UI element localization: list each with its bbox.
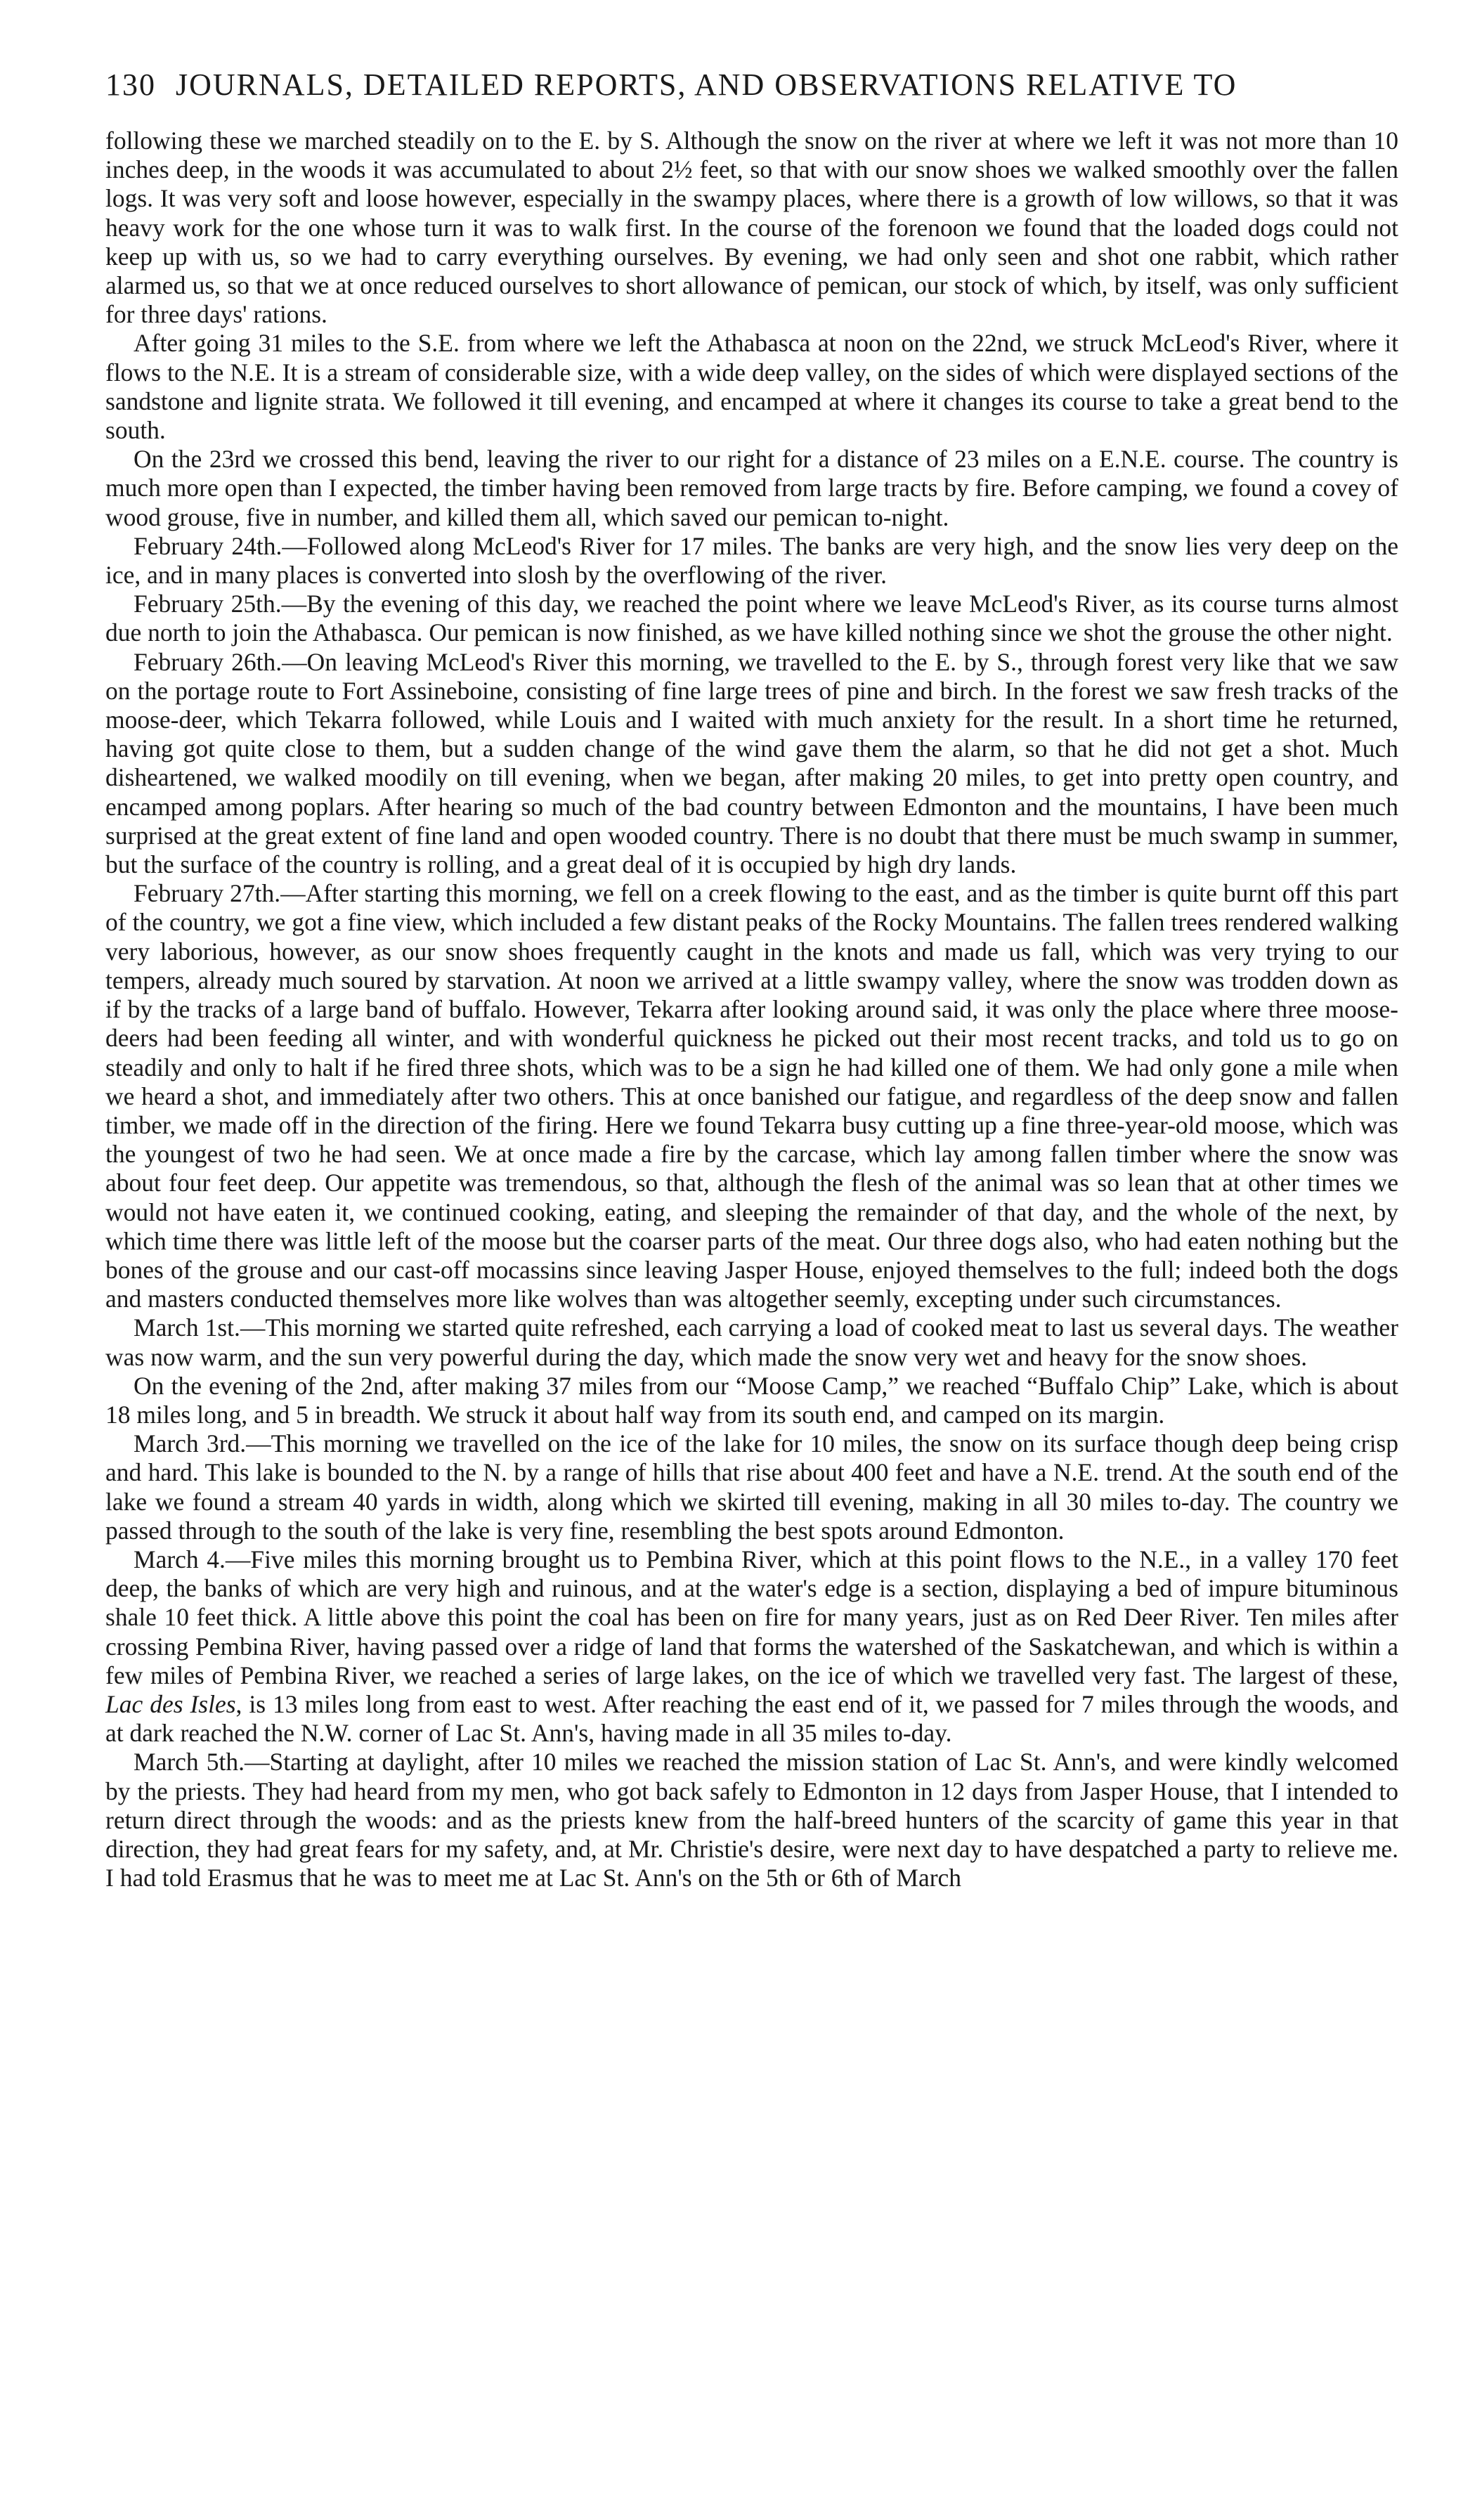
running-head: JOURNALS, DETAILED REPORTS, AND OBSERVATIONS RELATIVE TO bbox=[176, 67, 1237, 102]
lac-des-isles-italic: Lac des Isles bbox=[105, 1689, 236, 1718]
document-page bbox=[105, 67, 1398, 1892]
paragraph-march-2: On the evening of the 2nd, after making 37 miles from our “Moose Camp,” we reached “Buffalo Chip” Lake, which is about 18 miles long, and 5 in breadth. We struck it about half way from its south end, and camped on its margin. bbox=[105, 1371, 1398, 1429]
paragraph-march-3: March 3rd.—This morning we travelled on the ice of the lake for 10 miles, the snow on its surface though deep being crisp and hard. This lake is bounded to the N. by a range of hills that rise about 400 feet and have a N.E. trend. At the south end of the lake we found a stream 40 yards in width, along which we skirted till evening, making in all 30 miles to-day. The country we passed through to the south of the lake is very fine, resembling the best spots around Edmonton. bbox=[105, 1429, 1398, 1545]
page-header bbox=[105, 67, 1398, 103]
paragraph-march-5: March 5th.—Starting at daylight, after 10 miles we reached the mission station of Lac St. Ann's, and were kindly welcomed by the priests. They had heard from my men, who got back safely to Edmonton in 12 days from Jasper House, that I intended to return direct through the woods: and as the priests knew from the half-breed hunters of the scarcity of game this year in that direction, they had great fears for my safety, and, at Mr. Christie's desire, were next day to have despatched a party to relieve me. I had told Erasmus that he was to meet me at Lac St. Ann's on the 5th or 6th of March bbox=[105, 1748, 1398, 1892]
paragraph-february-26: February 26th.—On leaving McLeod's River this morning, we travelled to the E. by S., through forest very like that we saw on the portage route to Fort Assineboine, consisting of fine large trees of pine and birch. In the forest we saw fresh tracks of the moose-deer, which Tekarra followed, while Louis and I waited with much anxiety for the result. In a short time he returned, having got quite close to them, but a sudden change of the wind gave them the alarm, so that he did not get a shot. Much disheartened, we walked moodily on till evening, when we began, after making 20 miles, to get into pretty open country, and encamped among poplars. After hearing so much of the bad country between Edmonton and the mountains, I have been much surprised at the great extent of fine land and open wooded country. There is no doubt that there must be much swamp in summer, but the surface of the country is rolling, and a great deal of it is occupied by high dry lands. bbox=[105, 647, 1398, 879]
paragraph-february-27: February 27th.—After starting this morning, we fell on a creek flowing to the east, and as the timber is quite burnt off this part of the country, we got a fine view, which included a few distant peaks of the Rocky Mountains. The fallen trees rendered walking very laborious, however, as our snow shoes frequently caught in the knots and made us fall, which was very trying to our tempers, already much soured by starvation. At noon we arrived at a little swampy valley, where the snow was trodden down as if by the tracks of a large band of buffalo. However, Tekarra after looking around said, it was only the place where three moose-deers had been feeding all winter, and with wonderful quickness he picked out their most recent tracks, and told us to go on steadily and only to halt if he fired three shots, which was to be a sign he had killed one of them. We had only gone a mile when we heard a shot, and immediately after two others. This at once banished our fatigue, and regardless of the deep snow and fallen timber, we made off in the direction of the firing. Here we found Tekarra busy cutting up a fine three-year-old moose, which was the youngest of two he had seen. We at once made a fire by the carcase, which lay among fallen timber where the snow was about four feet deep. Our appetite was tremendous, so that, although the flesh of the animal was so lean that at other times we would not have eaten it, we continued cooking, eating, and sleeping the remainder of that day, and the whole of the next, by which time there was little left of the moose but the coarser parts of the meat. Our three dogs also, who had eaten nothing but the bones of the grouse and our cast-off mocassins since leaving Jasper House, enjoyed themselves to the full; indeed both the dogs and masters conducted themselves more like wolves than was altogether seemly, excepting under such circumstances. bbox=[105, 879, 1398, 1313]
page-number: 130 bbox=[105, 67, 156, 102]
paragraph-march-4 bbox=[105, 1545, 1398, 1748]
paragraph-march-1: March 1st.—This morning we started quite refreshed, each carrying a load of cooked meat to last us several days. The weather was now warm, and the sun very powerful during the day, which made the snow very wet and heavy for the snow shoes. bbox=[105, 1313, 1398, 1371]
paragraph-mcleods-river: After going 31 miles to the S.E. from where we left the Athabasca at noon on the 22nd, we struck McLeod's River, where it flows to the N.E. It is a stream of considerable size, with a wide deep valley, on the sides of which were displayed sections of the sandstone and lignite strata. We followed it till evening, and encamped at where it changes its course to take a great bend to the south. bbox=[105, 329, 1398, 445]
paragraph-23rd: On the 23rd we crossed this bend, leaving the river to our right for a distance of 23 miles on a E.N.E. course. The country is much more open than I expected, the timber having been removed from large tracts by fire. Before camping, we found a covey of wood grouse, five in number, and killed them all, which saved our pemican to-night. bbox=[105, 445, 1398, 531]
paragraph-february-25: February 25th.—By the evening of this day, we reached the point where we leave McLeod's River, as its course turns almost due north to join the Athabasca. Our pemican is now finished, as we have killed nothing since we shot the grouse the other night. bbox=[105, 590, 1398, 647]
paragraph-continuation: following these we marched steadily on to the E. by S. Although the snow on the river at where we left it was not more than 10 inches deep, in the woods it was accumulated to about 2½ feet, so that with our snow shoes we walked smoothly over the fallen logs. It was very soft and loose however, especially in the swampy places, where there is a growth of low willows, so that it was heavy work for the one whose turn it was to walk first. In the course of the forenoon we found that the loaded dogs could not keep up with us, so we had to carry everything ourselves. By evening, we had only seen and shot one rabbit, which rather alarmed us, so that we at once reduced ourselves to short allowance of pemican, our stock of which, by itself, was only sufficient for three days' rations. bbox=[105, 126, 1398, 329]
paragraph-march-4-part-2: , is 13 miles long from east to west. After reaching the east end of it, we passed for 7 miles through the woods, and at dark reached the N.W. corner of Lac St. Ann's, having made in all 35 miles to-day. bbox=[105, 1689, 1398, 1748]
body-text bbox=[105, 126, 1398, 1892]
paragraph-february-24: February 24th.—Followed along McLeod's River for 17 miles. The banks are very high, and the snow lies very deep on the ice, and in many places is converted into slosh by the overflowing of the river. bbox=[105, 531, 1398, 590]
paragraph-march-4-part-1: March 4.—Five miles this morning brought us to Pembina River, which at this point flows to the N.E., in a valley 170 feet deep, the banks of which are very high and ruinous, and at the water's edge is a section, displaying a bed of impure bituminous shale 10 feet thick. A little above this point the coal has been on fire for many years, just as on Red Deer River. Ten miles after crossing Pembina River, having passed over a ridge of land that forms the watershed of the Saskatchewan, and which is within a few miles of Pembina River, we reached a series of large lakes, on the ice of which we travelled very fast. The largest of these, bbox=[105, 1545, 1398, 1689]
